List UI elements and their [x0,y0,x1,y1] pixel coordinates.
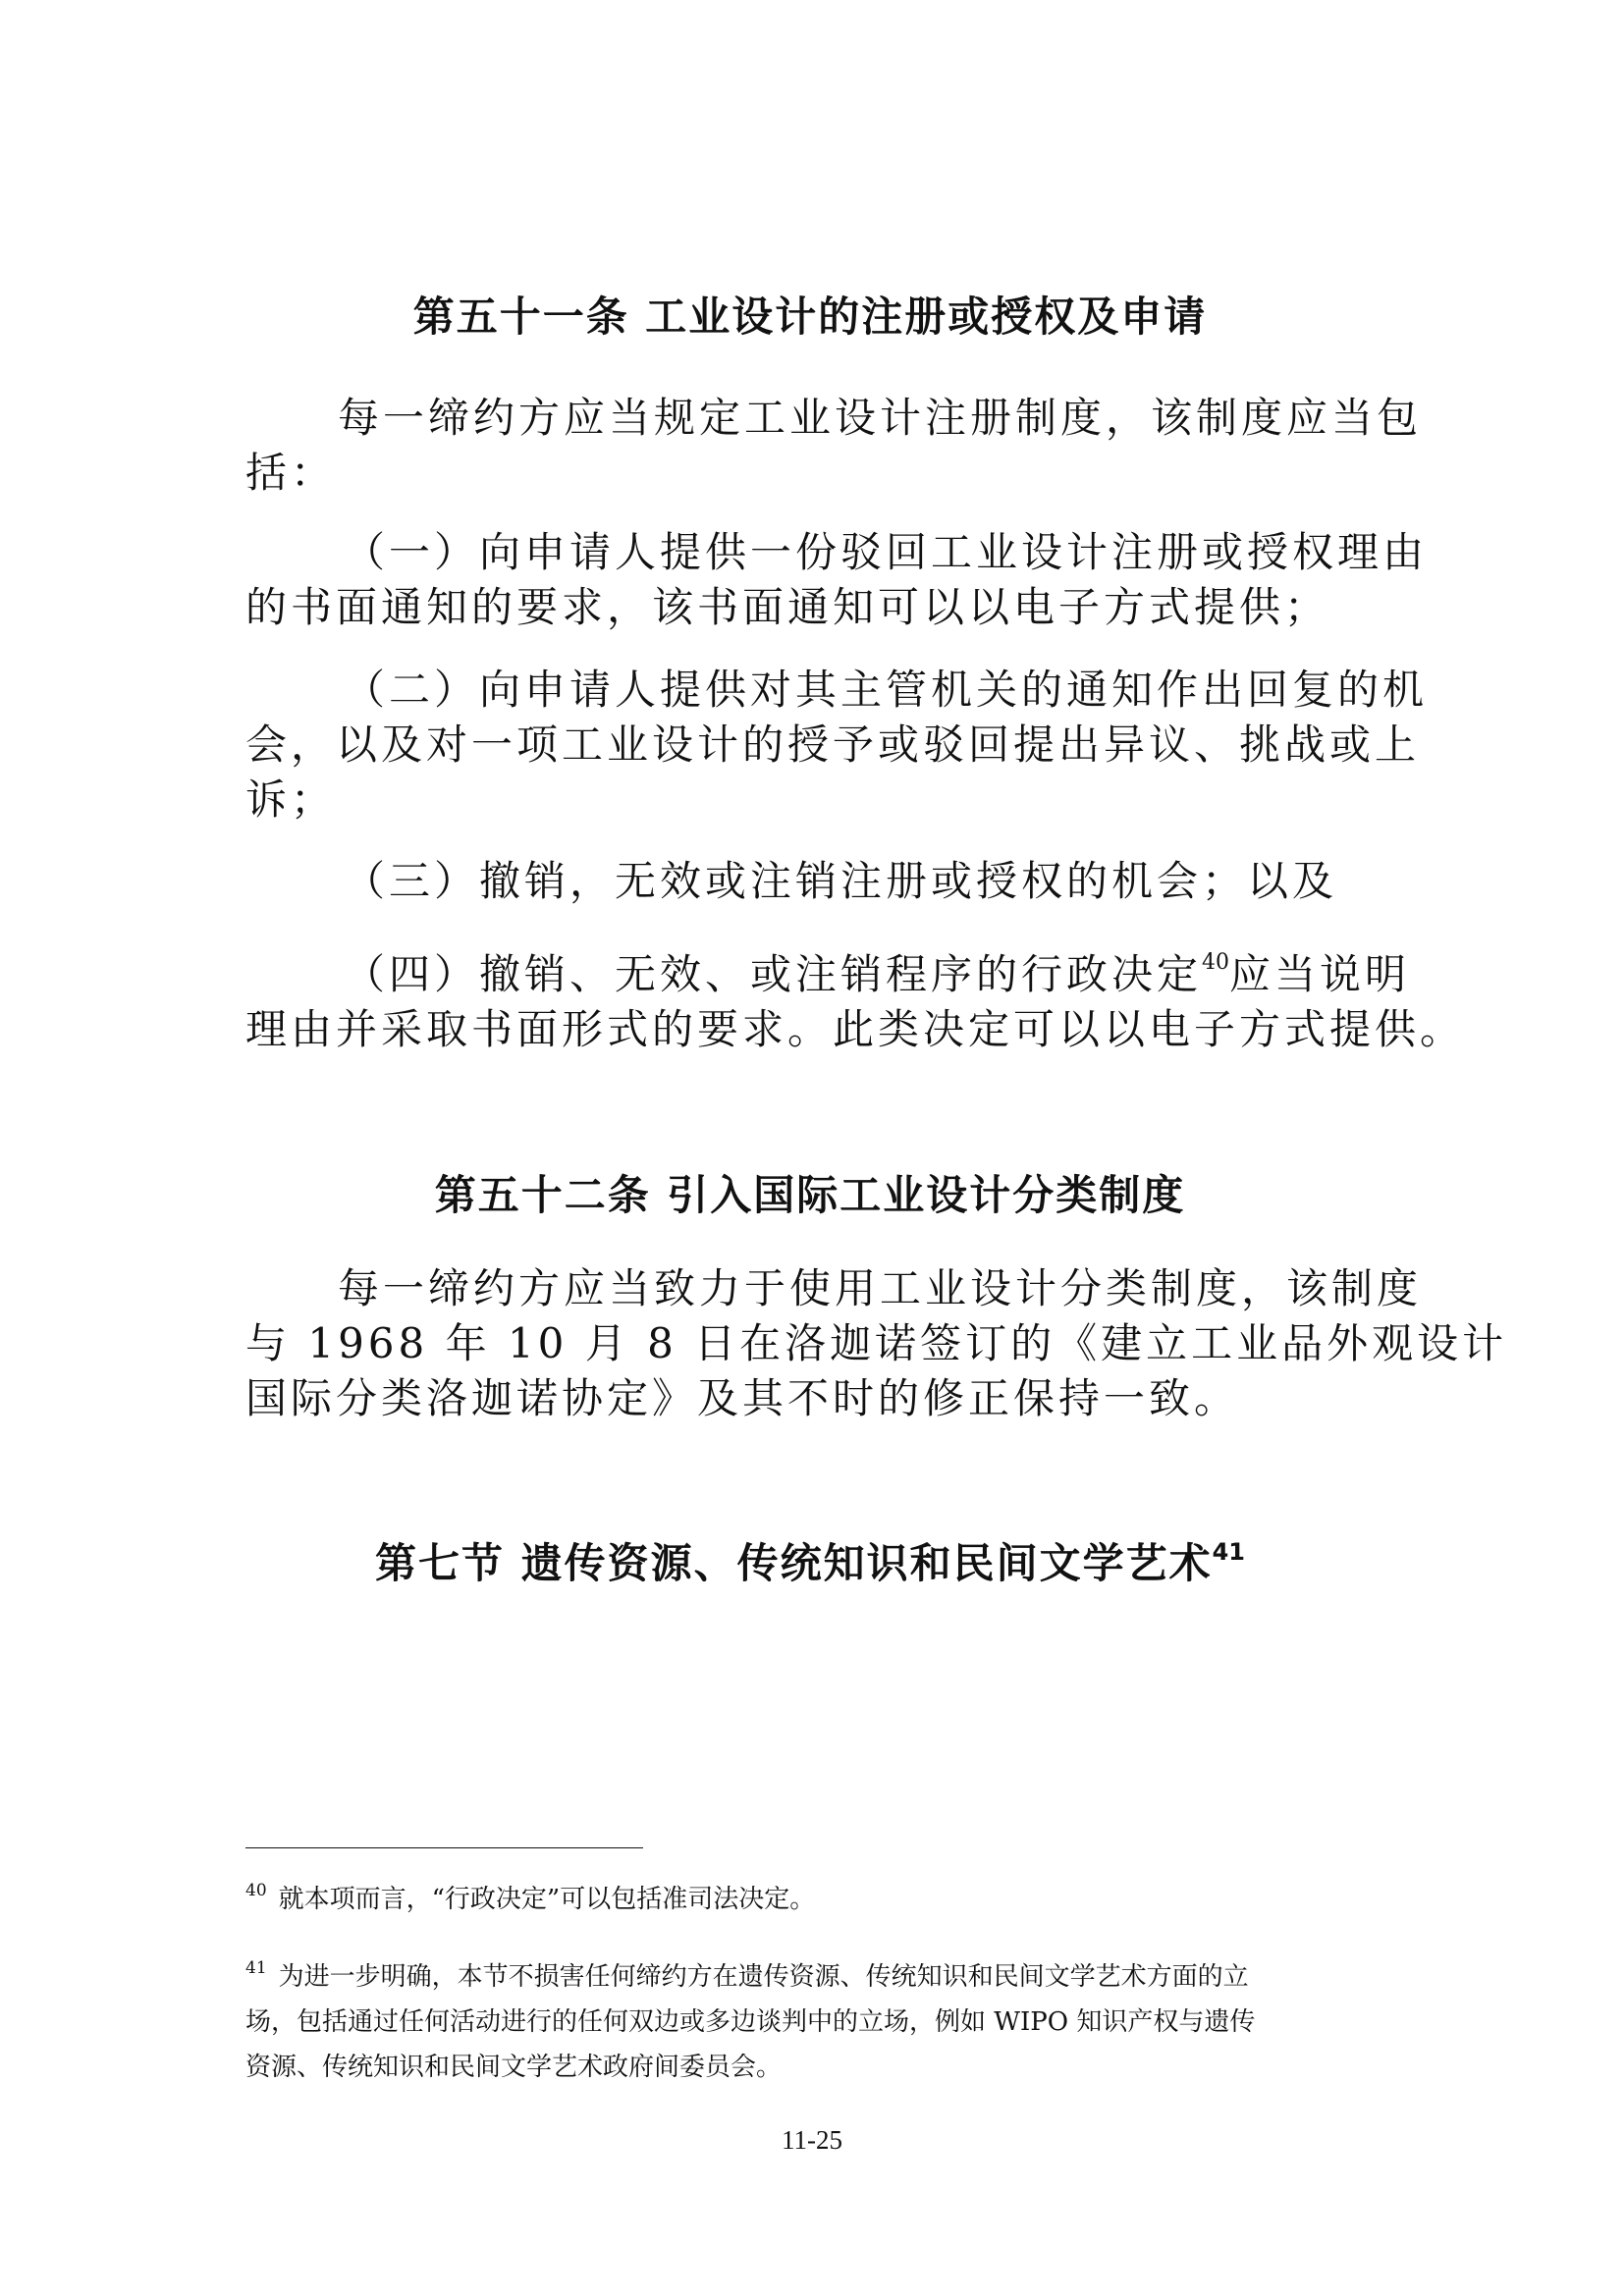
page-number: 11-25 [782,2125,842,2155]
footnote-40-number: 40 [245,1881,267,1900]
section-7-title-text: 第七节 遗传资源、传统知识和民间文学艺术 [374,1539,1213,1587]
article-52-body [245,1261,1508,1426]
article-52-line-3: 国际分类洛迦诺协定》及其不时的修正保持一致。 [245,1374,1240,1422]
item-4-line-2: 理由并采取书面形式的要求。此类决定可以以电子方式提供。 [245,1005,1466,1053]
article-51-item-1 [245,525,1429,635]
footnote-40-line-1 [245,1868,1404,1922]
item-4-text-before-ref: （四）撤销、无效、或注销程序的行政决定 [344,950,1203,998]
item-2-line-2: 会，以及对一项工业设计的授予或驳回提出异议、挑战或上 [245,721,1421,769]
item-4-line-1 [245,935,1411,1002]
footnote-41-line-2: 场，包括通过任何活动进行的任何双边或多边谈判中的立场，例如 WIPO 知识产权与遗传 [245,2007,1256,2037]
footnote-41 [245,1946,1404,2090]
article-52-title: 第五十二条 引入国际工业设计分类制度 [434,1171,1186,1219]
item-3-line-1: （三）撤销，无效或注销注册或授权的机会；以及 [344,857,1338,905]
article-51-title: 第五十一条 工业设计的注册或授权及申请 [412,293,1208,341]
item-1-line-1: （一）向申请人提供一份驳回工业设计注册或授权理由 [344,528,1429,576]
item-2-line-1: （二）向申请人提供对其主管机关的通知作出回复的机 [344,666,1429,714]
footnote-separator [245,1847,643,1848]
article-51-intro [245,391,1423,501]
article-51-item-4 [245,935,1466,1057]
item-2-line-3: 诉； [245,775,337,824]
footnote-40-text: 就本项而言，“行政决定”可以包括准司法决定。 [278,1885,816,1914]
footnote-41-text-1: 为进一步明确，本节不损害任何缔约方在遗传资源、传统知识和民间文学艺术方面的立 [278,1962,1249,1992]
article-51-item-2 [245,663,1429,828]
item-1-line-2: 的书面通知的要求，该书面通知可以以电子方式提供； [245,583,1330,631]
article-51-item-3 [245,854,1394,909]
footnote-41-line-1 [245,1946,1404,2000]
article-51-intro-line-2: 括： [245,449,337,497]
footnote-41-line-3: 资源、传统知识和民间文学艺术政府间委员会。 [245,2053,783,2082]
section-7-title [245,1531,1375,1590]
item-4-text-after-ref: 应当说明 [1229,950,1411,998]
footnote-ref-41[interactable]: 41 [1212,1538,1246,1566]
article-52-line-2: 与 1968 年 10 月 8 日在洛迦诺签订的《建立工业品外观设计 [245,1319,1508,1367]
footnote-40 [245,1868,1404,1922]
article-51-intro-line-1: 每一缔约方应当规定工业设计注册制度，该制度应当包 [338,394,1423,442]
article-52-line-1: 每一缔约方应当致力于使用工业设计分类制度，该制度 [338,1264,1423,1312]
footnote-ref-40[interactable]: 40 [1202,950,1230,975]
footnote-41-number: 41 [245,1958,267,1978]
